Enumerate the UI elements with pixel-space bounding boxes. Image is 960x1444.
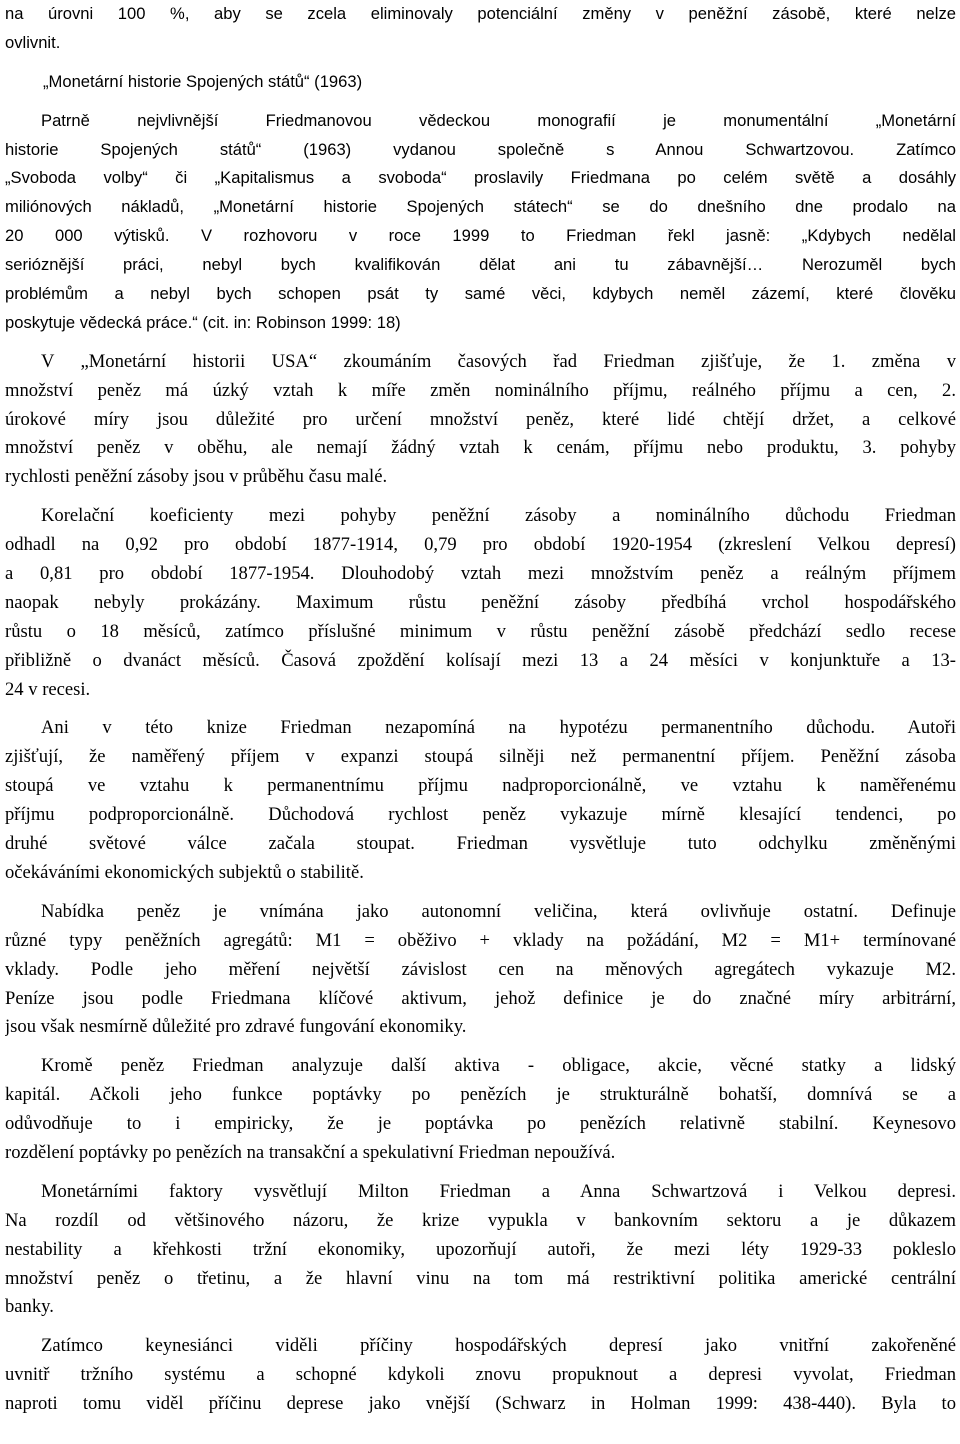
text-line: odůvodňuje to i empiricky, že je poptávka po penězích relativně stabilní. Keynesovo: [5, 1113, 956, 1135]
text-line: Ani v této knize Friedman nezapomíná na hypotézu permanentního důchodu. Autoři: [41, 717, 956, 739]
text-line: jsou však nesmírně důležité pro zdravé fungování ekonomiky.: [5, 1016, 467, 1038]
section-heading: „Monetární historie Spojených států“ (1963): [43, 71, 363, 91]
text-line: Kromě peněz Friedman analyzuje další aktiva - obligace, akcie, věcné statky a lidský: [41, 1055, 956, 1077]
text-line: kapitál. Ačkoli jeho funkce poptávky po penězích je strukturálně bohatší, domnívá se a: [5, 1084, 956, 1106]
text-line: Nabídka peněz je vnímána jako autonomní veličina, která ovlivňuje ostatní. Definuje: [41, 900, 956, 922]
text-line: nestability a křehkosti tržní ekonomiky, upozorňují autoři, že mezi léty 1929-33 pokleslo: [5, 1238, 956, 1260]
text-line: miliónových nákladů, „Monetární historie Spojených státech“ se do dnešního dne prodalo na: [5, 197, 956, 217]
text-line: příjmu podproporcionálně. Důchodová rychlost peněz vykazuje mírně klesající tendenci, po: [5, 804, 956, 826]
paragraph-monetary-history: [5, 107, 956, 338]
text-line: Monetárními faktory vysvětlují Milton Friedman a Anna Schwartzová i Velkou depresi.: [41, 1180, 956, 1202]
text-line: naproti tomu viděl příčinu deprese jako vnější (Schwarz in Holman 1999: 438-440). Byla to: [5, 1393, 956, 1415]
text-line: rozdělení poptávky po penězích na transakční a spekulativní Friedman nepoužívá.: [5, 1141, 616, 1163]
text-line: naopak nebyly prokázány. Maximum růstu peněžní zásoby předbíhá vrchol hospodářského: [5, 591, 956, 613]
paragraph-money-supply: [5, 898, 956, 1042]
text-line: historie Spojených států“ (1963) vydanou společně s Annou Schwartzovou. Zatímco: [5, 139, 956, 159]
text-line: a 0,81 pro období 1877-1954. Dlouhodobý vztah mezi množstvím peněz a reálným příjmem: [5, 563, 956, 585]
text-line: Patrně nejvlivnější Friedmanovou vědeckou monografií je monumentální „Monetární: [41, 110, 956, 130]
paragraph-correlation: [5, 502, 956, 704]
paragraph-great-depression: [5, 1178, 956, 1322]
text-line: zjišťují, že naměřený příjem v expanzi stoupá silněji než permanentní příjem. Peněžní zásoba: [5, 746, 956, 768]
paragraph-other-assets: [5, 1052, 956, 1168]
text-line: očekáváními ekonomických subjektů o stabilitě.: [5, 861, 364, 883]
paragraph-time-series: [5, 348, 956, 492]
text-line: V „Monetární historii USA“ zkoumáním časových řad Friedman zjišťuje, že 1. změna v: [41, 350, 956, 372]
paragraph-permanent-income: [5, 714, 956, 887]
text-line: na úrovni 100 %, aby se zcela eliminovaly potenciální změny v peněžní zásobě, které nelze: [5, 4, 956, 23]
text-line: přibližně o dvanáct měsíců. Časová zpoždění kolísají mezi 13 a 24 měsíci v konjunktuře a 13-: [5, 649, 956, 671]
text-line: problémům a nebyl bych schopen psát ty samé věci, kdybych neměl zázemí, které člověku: [5, 284, 956, 304]
text-line: stoupá ve vztahu k permanentnímu příjmu nadproporcionálně, ve vztahu k naměřenému: [5, 775, 956, 797]
text-line: množství peněz má úzký vztah k míře změn nominálního příjmu, reálného příjmu a cen, 2.: [5, 379, 956, 401]
text-line: uvnitř tržního systému a schopné kdykoli znovu propuknout a depresi vyvolat, Friedman: [5, 1364, 956, 1386]
document-page: [5, 0, 956, 1419]
text-line: „Svoboda volby“ či „Kapitalismus a svoboda“ proslavily Friedmana po celém světě a dosáhly: [5, 168, 956, 188]
text-line: množství peněz v oběhu, ale nemají žádný vztah k cenám, příjmu nebo produktu, 3. pohyby: [5, 437, 956, 459]
text-line: odhadl na 0,92 pro období 1877-1914, 0,79 pro období 1920-1954 (zkreslení Velkou depresí): [5, 534, 956, 556]
text-line: množství peněz o třetinu, a že hlavní vinu na tom má restriktivní politika americké centrální: [5, 1267, 956, 1289]
text-line: druhé světové válce začala stoupat. Friedman vysvětluje tuto odchylku změněnými: [5, 833, 956, 855]
text-line: Zatímco keynesiánci viděli příčiny hospodářských depresí jako vnitřní zakořeněné: [41, 1335, 956, 1357]
text-line: Peníze jsou podle Friedmana klíčové aktivum, jehož definice je do značné míry arbitrární,: [5, 987, 956, 1009]
text-line: úrokové míry jsou důležité pro určení množství peněz, které lidé chtějí držet, a celkové: [5, 408, 956, 430]
text-line: poskytuje vědecká práce.“ (cit. in: Robinson 1999: 18): [5, 312, 401, 332]
text-line: růstu o 18 měsíců, zatímco příslušné minimum v růstu peněžní zásobě předchází sedlo recese: [5, 620, 956, 642]
text-line: serióznější práci, nebyl bych kvalifikován dělat ani tu zábavnější… Nerozuměl bych: [5, 255, 956, 275]
text-line: 24 v recesi.: [5, 678, 91, 700]
intro-fragment: [5, 0, 956, 58]
text-line: Korelační koeficienty mezi pohyby peněžní zásoby a nominálního důchodu Friedman: [41, 505, 956, 527]
text-line: Na rozdíl od většinového názoru, že krize vypukla v bankovním sektoru a je důkazem: [5, 1209, 956, 1231]
text-line: banky.: [5, 1296, 54, 1318]
text-line: vklady. Podle jeho měření největší závislost cen na měnových agregátech vykazuje M2.: [5, 958, 956, 980]
text-line: rychlosti peněžní zásoby jsou v průběhu času malé.: [5, 466, 388, 488]
text-line: různé typy peněžních agregátů: M1 = oběživo + vklady na požádání, M2 = M1+ termínované: [5, 929, 956, 951]
text-line: 20 000 výtisků. V rozhovoru v roce 1999 to Friedman řekl jasně: „Kdybych nedělal: [5, 226, 956, 246]
text-line: ovlivnit.: [5, 32, 61, 52]
paragraph-keynesians: [5, 1332, 956, 1419]
